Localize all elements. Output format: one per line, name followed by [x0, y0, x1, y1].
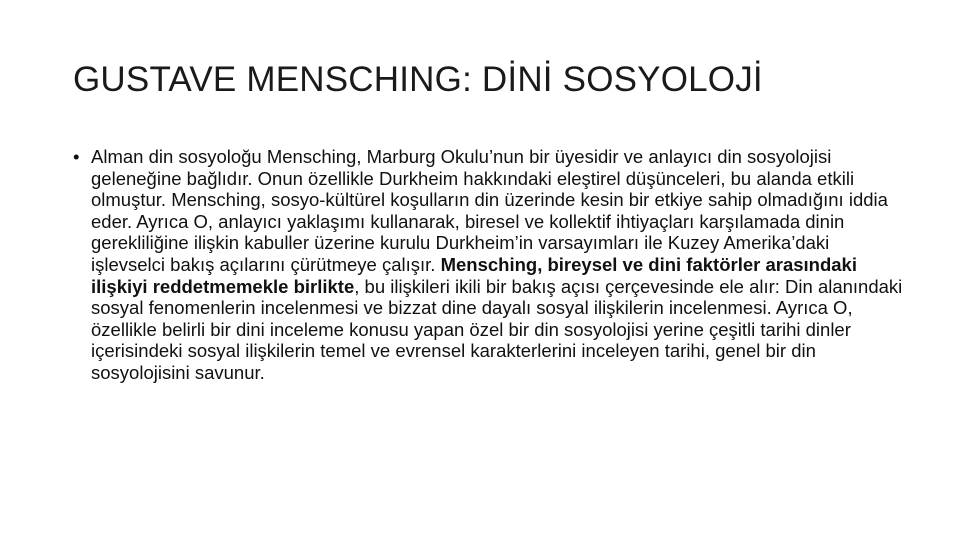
bullet-item [73, 146, 903, 384]
paragraph-bold-text: Mensching, bireysel ve dini faktörler arasındaki ilişkiyi reddetmemekle birlikte [91, 253, 857, 297]
paragraph-text-part2: , bu ilişkileri ikili bir bakış açısı çerçevesinde ele alır: Din alanındaki sosyal fenomenlerin incelenmesi ve bizzat dine dayalı sosyal ilişkilerin incelenmesi. Ayrıca O, özellikle belirli bir dini inceleme konusu yapan özel bir din sosyolojisi yerine çeşitli tarihi dinler içerisindeki sosyal ilişkilerin temel ve evrensel karakterlerini inceleyen tarihi, genel bir din sosyolojisini savunur. [91, 275, 903, 383]
bullet-list [73, 146, 903, 384]
paragraph-text-part1: Alman din sosyoloğu Mensching, Marburg Okulu’nun bir üyesidir ve anlayıcı din sosyolojisi geleneğine bağlıdır. Onun özellikle Durkheim hakkındaki eleştirel düşünceleri, bu alanda etkili olmuştur. Mensching, sosyo-kültürel koşulların din üzerinde kesin bir etkiye sahip olmadığını iddia eder. Ayrıca O, anlayıcı yaklaşımı kullanarak, biresel ve kollektif ihtiyaçları karşılamada dinin gerekliliğine ilişkin kabuller üzerine kurulu Durkheim’in varsayımları ile Kuzey Amerika’daki işlevselci bakış açılarını çürütmeye çalışır. [91, 146, 888, 275]
slide-title: GUSTAVE MENSCHING: DİNİ SOSYOLOJİ [73, 60, 763, 99]
bullet-marker: • [73, 146, 80, 167]
